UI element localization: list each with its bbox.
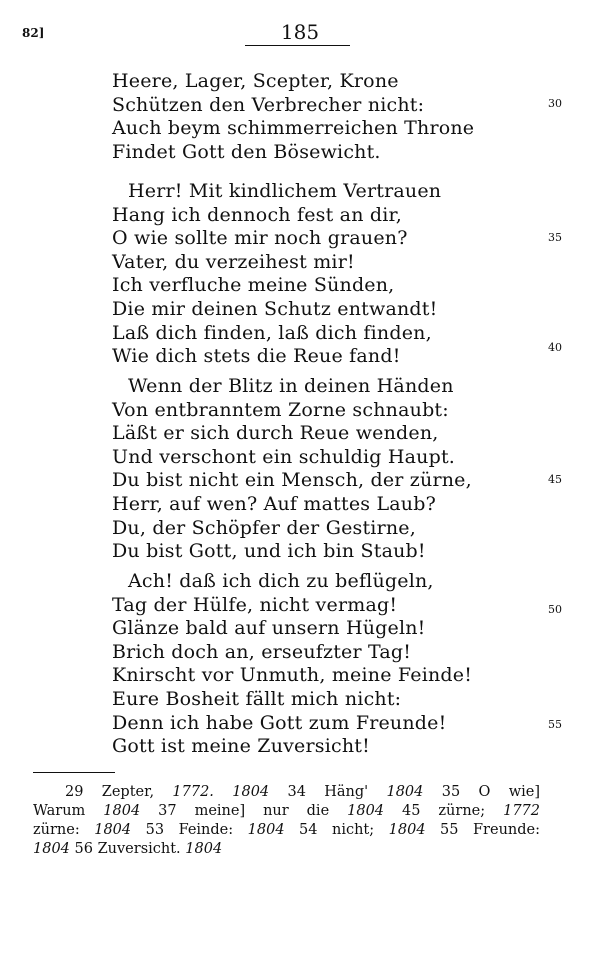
line-number: 40 xyxy=(548,341,562,354)
poem-line: Und verschont ein schuldig Haupt. xyxy=(112,445,456,468)
poem-line: Wenn der Blitz in deinen Händen xyxy=(128,375,454,397)
poem-line: Vater, du verzeihest mir! xyxy=(112,250,355,273)
edition-year: 1804 xyxy=(185,841,223,857)
poem-line: Hang ich dennoch fest an dir, xyxy=(112,203,402,226)
footnote-text: 37 meine] nur die xyxy=(140,803,348,819)
folio-marker: 82] xyxy=(22,26,45,40)
poem-line: Tag der Hülfe, nicht vermag! xyxy=(112,593,398,616)
line-number: 55 xyxy=(548,718,562,731)
footnote-text: 34 Häng' xyxy=(269,784,387,800)
poem-line: Denn ich habe Gott zum Freunde! xyxy=(112,711,447,734)
footnote-text: 53 Feinde: xyxy=(131,822,248,838)
footnote-text: 55 Freunde: xyxy=(425,822,540,838)
poem-line: Läßt er sich durch Reue wenden, xyxy=(112,422,439,445)
poem-line: Knirscht vor Unmuth, meine Feinde! xyxy=(112,664,473,687)
edition-year: 1804 xyxy=(94,822,132,838)
footnote-text: 56 Zuversicht. xyxy=(69,841,186,857)
poem-line: Schützen den Verbrecher nicht: xyxy=(112,93,425,116)
poem-line: Glänze bald auf unsern Hügeln! xyxy=(112,617,426,640)
poem-line: Du bist Gott, und ich bin Staub! xyxy=(112,540,426,563)
footnote-text: 45 zürne; xyxy=(384,803,504,819)
poem-line: Eure Bosheit fällt mich nicht: xyxy=(112,688,402,710)
edition-year: 1804 xyxy=(388,822,426,838)
footnote-line xyxy=(33,841,540,857)
poem-line: Die mir deinen Schutz entwandt! xyxy=(112,298,438,320)
edition-year: 1804 xyxy=(103,803,141,819)
poem-line: Auch beym schimmerreichen Throne xyxy=(112,117,475,140)
footnote-line xyxy=(33,822,540,838)
header-rule xyxy=(245,45,350,46)
poem-line: Du, der Schöpfer der Gestirne, xyxy=(112,516,416,539)
footnote-line xyxy=(65,784,540,800)
poem-line: Herr, auf wen? Auf mattes Laub? xyxy=(112,493,436,515)
page-number: 185 xyxy=(280,20,320,44)
poem-line: Herr! Mit kindlichem Vertrauen xyxy=(128,180,442,202)
footnote-rule xyxy=(33,772,115,773)
poem-line: Du bist nicht ein Mensch, der zürne, xyxy=(112,469,472,492)
line-number: 50 xyxy=(548,603,562,616)
poem-line: Von entbranntem Zorne schnaubt: xyxy=(112,398,449,421)
edition-year: 1772 xyxy=(503,803,540,819)
poem-line: Heere, Lager, Scepter, Krone xyxy=(112,70,399,92)
poem-line: O wie sollte mir noch grauen? xyxy=(112,227,408,250)
poem-line: Wie dich stets die Reue fand! xyxy=(112,345,401,368)
poem-line: Gott ist meine Zuversicht! xyxy=(112,735,370,758)
poem-line: Brich doch an, erseufzter Tag! xyxy=(112,640,412,663)
footnote-line xyxy=(33,803,540,819)
edition-year: 1804 xyxy=(247,822,285,838)
edition-year: 1804 xyxy=(347,803,385,819)
line-number: 35 xyxy=(548,231,562,244)
footnote-text: 29 Zepter, xyxy=(65,784,173,800)
footnote-text: Warum xyxy=(33,803,104,819)
poem-line: Laß dich finden, laß dich finden, xyxy=(112,321,432,344)
poem-line: Findet Gott den Bösewicht. xyxy=(112,140,381,163)
footnote-text: 35 O wie] xyxy=(423,784,540,800)
footnote-text: 54 nicht; xyxy=(284,822,389,838)
edition-year: 1804 xyxy=(386,784,424,800)
line-number: 45 xyxy=(548,473,562,486)
edition-year: 1772. 1804 xyxy=(172,784,270,800)
footnote-text: zürne: xyxy=(33,822,95,838)
poem-line: Ach! daß ich dich zu beflügeln, xyxy=(128,570,434,592)
line-number: 30 xyxy=(548,97,562,110)
poem-line: Ich verfluche meine Sünden, xyxy=(112,274,395,297)
edition-year: 1804 xyxy=(33,841,70,857)
